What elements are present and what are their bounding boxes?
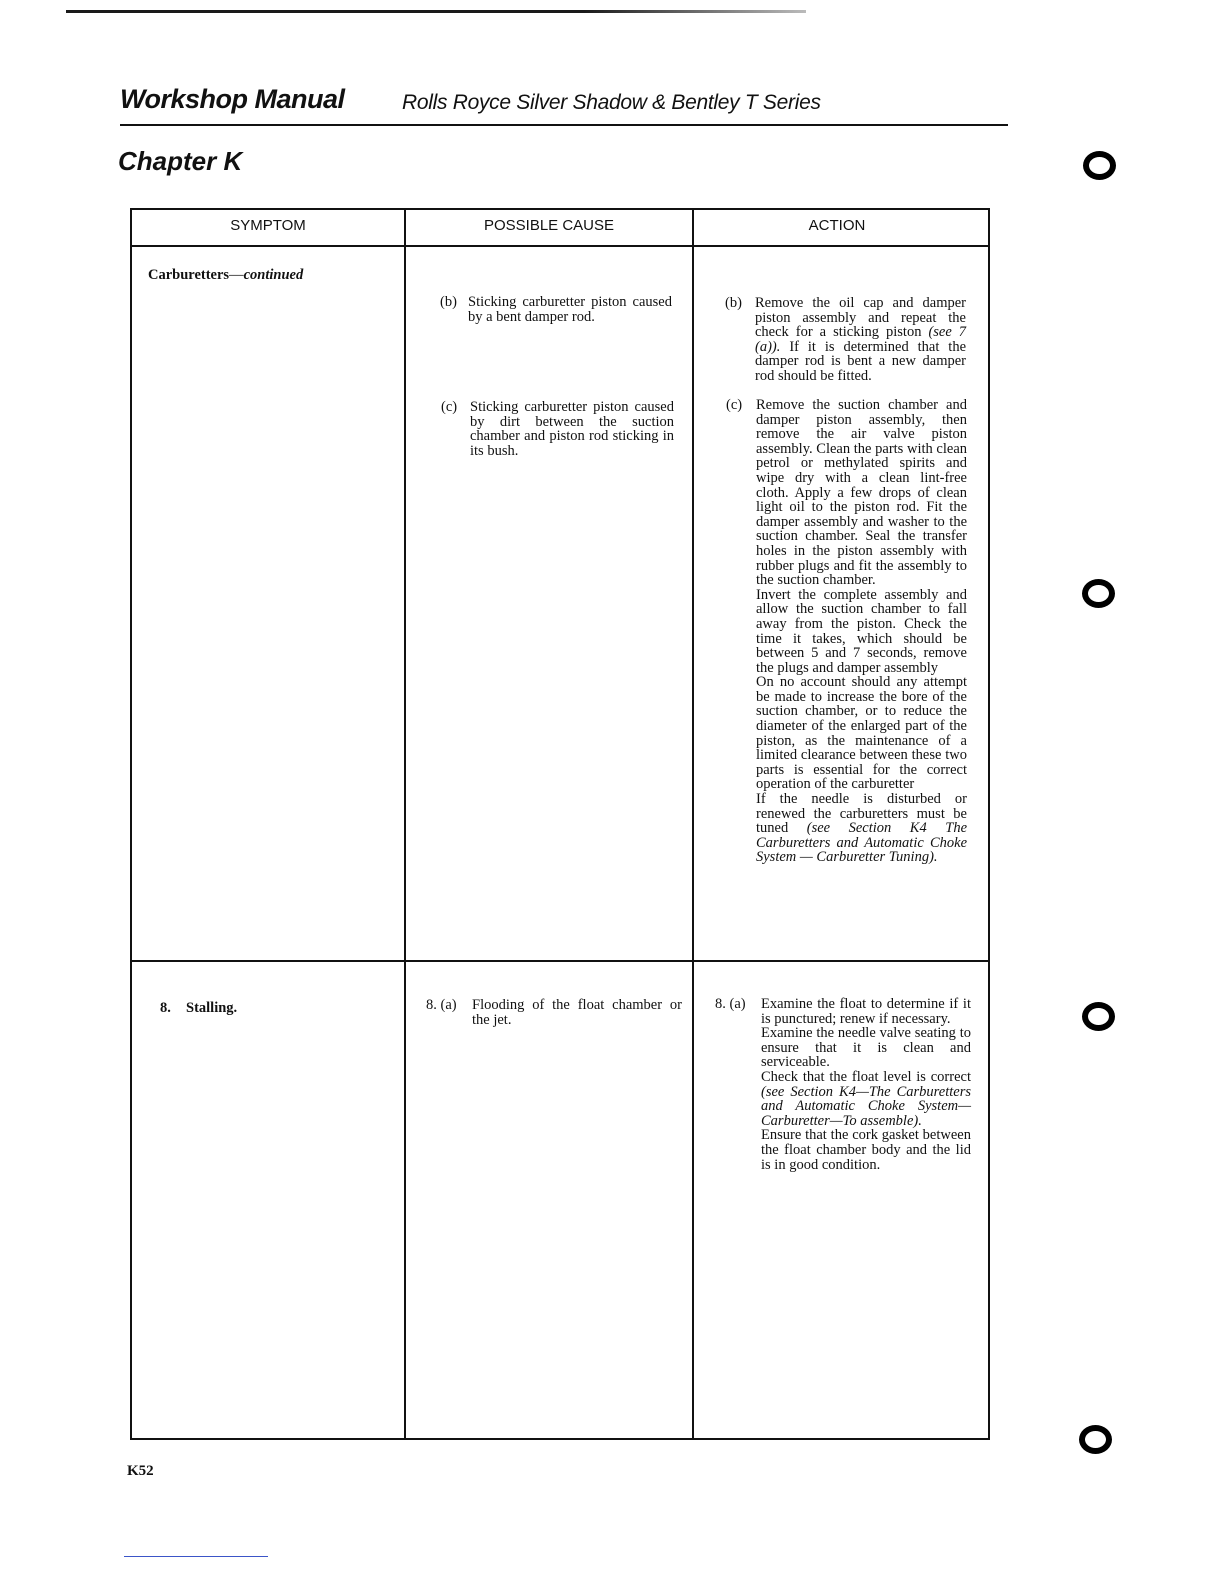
manual-subtitle: Rolls Royce Silver Shadow & Bentley T Series	[402, 91, 821, 114]
action-paragraph: Examine the float to determine if it is punctured; renew if necessary.	[761, 996, 971, 1027]
binder-hole-icon	[1079, 1425, 1112, 1454]
row-divider	[130, 960, 990, 962]
action-text	[756, 398, 967, 865]
chapter-heading: Chapter K	[118, 146, 243, 176]
action-paragraph: Check that the float level is correct (see Section K4—The Carburetters and Automatic Choke System—Carburetter—To assemble).	[761, 1068, 971, 1129]
column-divider	[404, 208, 406, 1440]
action-label: (c)	[726, 397, 743, 413]
column-header-action: ACTION	[808, 217, 866, 234]
manual-title: Workshop Manual	[120, 84, 345, 114]
binder-hole-icon	[1082, 1002, 1115, 1031]
action-paragraph: Invert the complete assembly and allow the suction chamber to fall away from the piston. Check the time it takes, which should be between 5 and 7 seconds, remove the plugs and damper assembly	[756, 586, 967, 676]
bottom-link-rule	[124, 1556, 268, 1557]
cause-text: Flooding of the float chamber or the jet.	[472, 997, 682, 1028]
action-paragraph: If the needle is disturbed or renewed the carburetters must be tuned (see Section K4 The Carburetters and Automatic Choke System — Carburetter Tuning).	[756, 791, 968, 866]
column-header-symptom: SYMPTOM	[230, 217, 306, 234]
action-paragraph: Remove the suction chamber and damper piston assembly, then remove the air valve piston assembly. Clean the parts with clean petrol or methylated spirits and wipe dry with a clean lint-free cloth. Apply a few drops of clean light oil to the piston rod. Fit the damper assembly and washer to the suction chamber. Seal the transfer holes in the piston assembly with rubber plugs and fit the assembly to the suction chamber.	[756, 397, 967, 589]
column-divider	[692, 208, 694, 1440]
cause-label: (b)	[440, 294, 457, 310]
cause-text: Sticking carburetter piston caused by dirt between the suction chamber and piston rod sticking in its bush.	[470, 399, 674, 459]
cause-label: (c)	[441, 399, 458, 415]
action-label: 8. (a)	[715, 996, 746, 1012]
action-paragraph: On no account should any attempt be made to increase the bore of the suction chamber, or to reduce the diameter of the enlarged part of the piston, as the maintenance of a limited clearance between these two parts is essential for the correct operation of the carburetter	[756, 674, 967, 793]
section-heading: Carburetters—continued	[148, 267, 304, 283]
page-number: K52	[127, 1463, 154, 1479]
top-scan-rule	[66, 10, 806, 13]
cause-text: Sticking carburetter piston caused by a bent damper rod.	[468, 294, 672, 325]
action-paragraph: Ensure that the cork gasket between the float chamber body and the lid is in good condition.	[761, 1127, 971, 1173]
binder-hole-icon	[1082, 579, 1115, 608]
header-divider	[130, 245, 990, 247]
symptom-label: 8.	[160, 1000, 171, 1016]
header-rule	[120, 124, 1008, 126]
action-text: Remove the oil cap and damper piston assembly and repeat the check for a sticking piston (see 7 (a)). If it is determined that the damper rod is bent a new damper rod should be fitted.	[755, 295, 967, 384]
action-label: (b)	[725, 295, 742, 311]
action-text	[761, 997, 971, 1172]
action-paragraph: Examine the needle valve seating to ensure that it is clean and serviceable.	[761, 1025, 971, 1071]
binder-hole-icon	[1083, 151, 1116, 180]
cause-label: 8. (a)	[426, 997, 457, 1013]
symptom-text: Stalling.	[186, 1000, 238, 1016]
column-header-cause: POSSIBLE CAUSE	[483, 217, 615, 234]
